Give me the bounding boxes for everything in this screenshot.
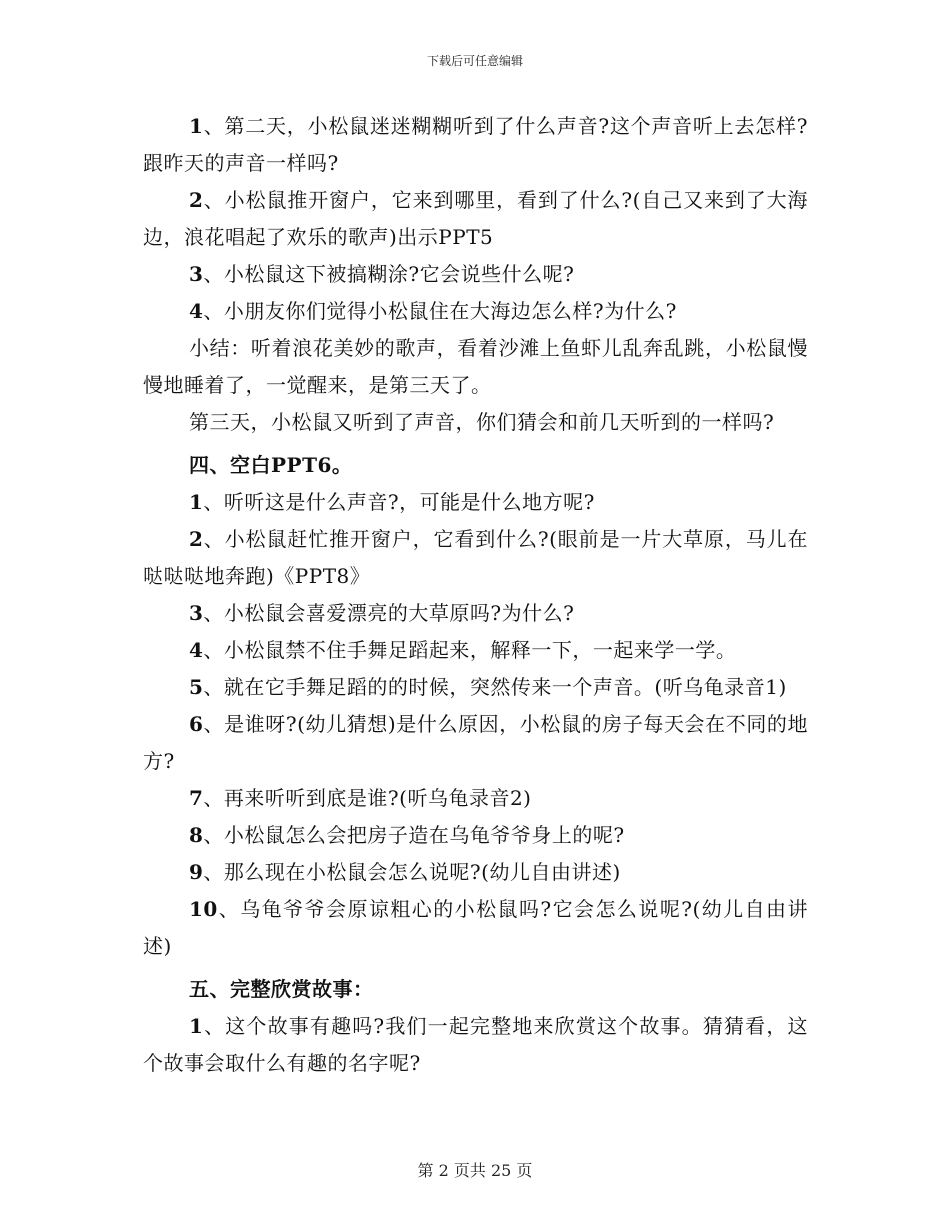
item-number: 1 [189,114,204,138]
paragraph-text: 、小松鼠禁不住手舞足蹈起来，解释一下，一起来学一学。 [203,638,737,662]
item-number: 1 [189,1014,204,1038]
paragraph [143,706,808,780]
paragraph [143,108,808,182]
item-number: 3 [189,262,204,286]
paragraph-text: 、乌龟爷爷会原谅粗心的小松鼠吗?它会怎么说呢?(幼儿自由讲述) [143,897,808,958]
paragraph [143,404,808,441]
paragraph [143,595,808,632]
paragraph-text: 、就在它手舞足蹈的的时候，突然传来一个声音。(听乌龟录音1) [203,675,787,699]
paragraph-text: 、小松鼠怎么会把房子造在乌龟爷爷身上的呢? [203,823,625,847]
paragraph-text: 、小松鼠这下被搞糊涂?它会说些什么呢? [203,262,575,286]
item-number: 10 [189,897,218,921]
paragraph-text: 、小松鼠会喜爱漂亮的大草原吗?为什么? [203,601,575,625]
paragraph [143,256,808,293]
paragraph [143,182,808,256]
paragraph-text: 、小松鼠赶忙推开窗户，它看到什么?(眼前是一片大草原，马儿在哒哒哒地奔跑)《PPT8》 [143,527,808,588]
item-number: 4 [189,638,204,662]
paragraph [143,817,808,854]
paragraph [143,1008,808,1082]
paragraph-text: 、再来听听到底是谁?(听乌龟录音2) [203,786,532,810]
section-heading: 四、空白PPT6。 [189,453,353,477]
paragraph-text: 第三天，小松鼠又听到了声音，你们猜会和前几天听到的一样吗? [189,410,775,434]
item-number: 9 [189,860,204,884]
paragraph-text: 、小松鼠推开窗户，它来到哪里，看到了什么?(自己又来到了大海边，浪花唱起了欢乐的歌声)出示PPT5 [143,188,808,249]
paragraph [143,780,808,817]
item-number: 8 [189,823,204,847]
paragraph-text: 、那么现在小松鼠会怎么说呢?(幼儿自由讲述) [203,860,621,884]
page-footer: 第 2 页共 25 页 [417,1161,533,1180]
item-number: 7 [189,786,204,810]
paragraph-text: 、是谁呀?(幼儿猜想)是什么原因，小松鼠的房子每天会在不同的地方? [143,712,808,773]
page-header: 下载后可任意编辑 [426,54,523,68]
paragraph [143,293,808,330]
paragraph [143,669,808,706]
item-number: 6 [189,712,204,736]
item-number: 4 [189,299,204,323]
paragraph-text: 、小朋友你们觉得小松鼠住在大海边怎么样?为什么? [203,299,677,323]
item-number: 1 [189,490,204,514]
item-number: 3 [189,601,204,625]
paragraph-text: 小结：听着浪花美妙的歌声，看着沙滩上鱼虾儿乱奔乱跳，小松鼠慢慢地睡着了，一觉醒来，是第三天了。 [143,336,808,397]
summary-paragraph [143,330,808,404]
paragraph [143,484,808,521]
paragraph [143,891,808,965]
item-number: 2 [189,188,204,212]
section-heading: 五、完整欣赏故事： [189,977,374,1001]
paragraph [143,521,808,595]
item-number: 2 [189,527,204,551]
item-number: 5 [189,675,204,699]
paragraph [143,854,808,891]
paragraph-text: 、这个故事有趣吗?我们一起完整地来欣赏这个故事。猜猜看，这个故事会取什么有趣的名字呢? [143,1014,808,1075]
paragraph-text: 、第二天，小松鼠迷迷糊糊听到了什么声音?这个声音听上去怎样?跟昨天的声音一样吗? [143,114,808,175]
paragraph [143,632,808,669]
paragraph-text: 、听听这是什么声音?，可能是什么地方呢? [203,490,595,514]
document-body [143,108,808,1082]
